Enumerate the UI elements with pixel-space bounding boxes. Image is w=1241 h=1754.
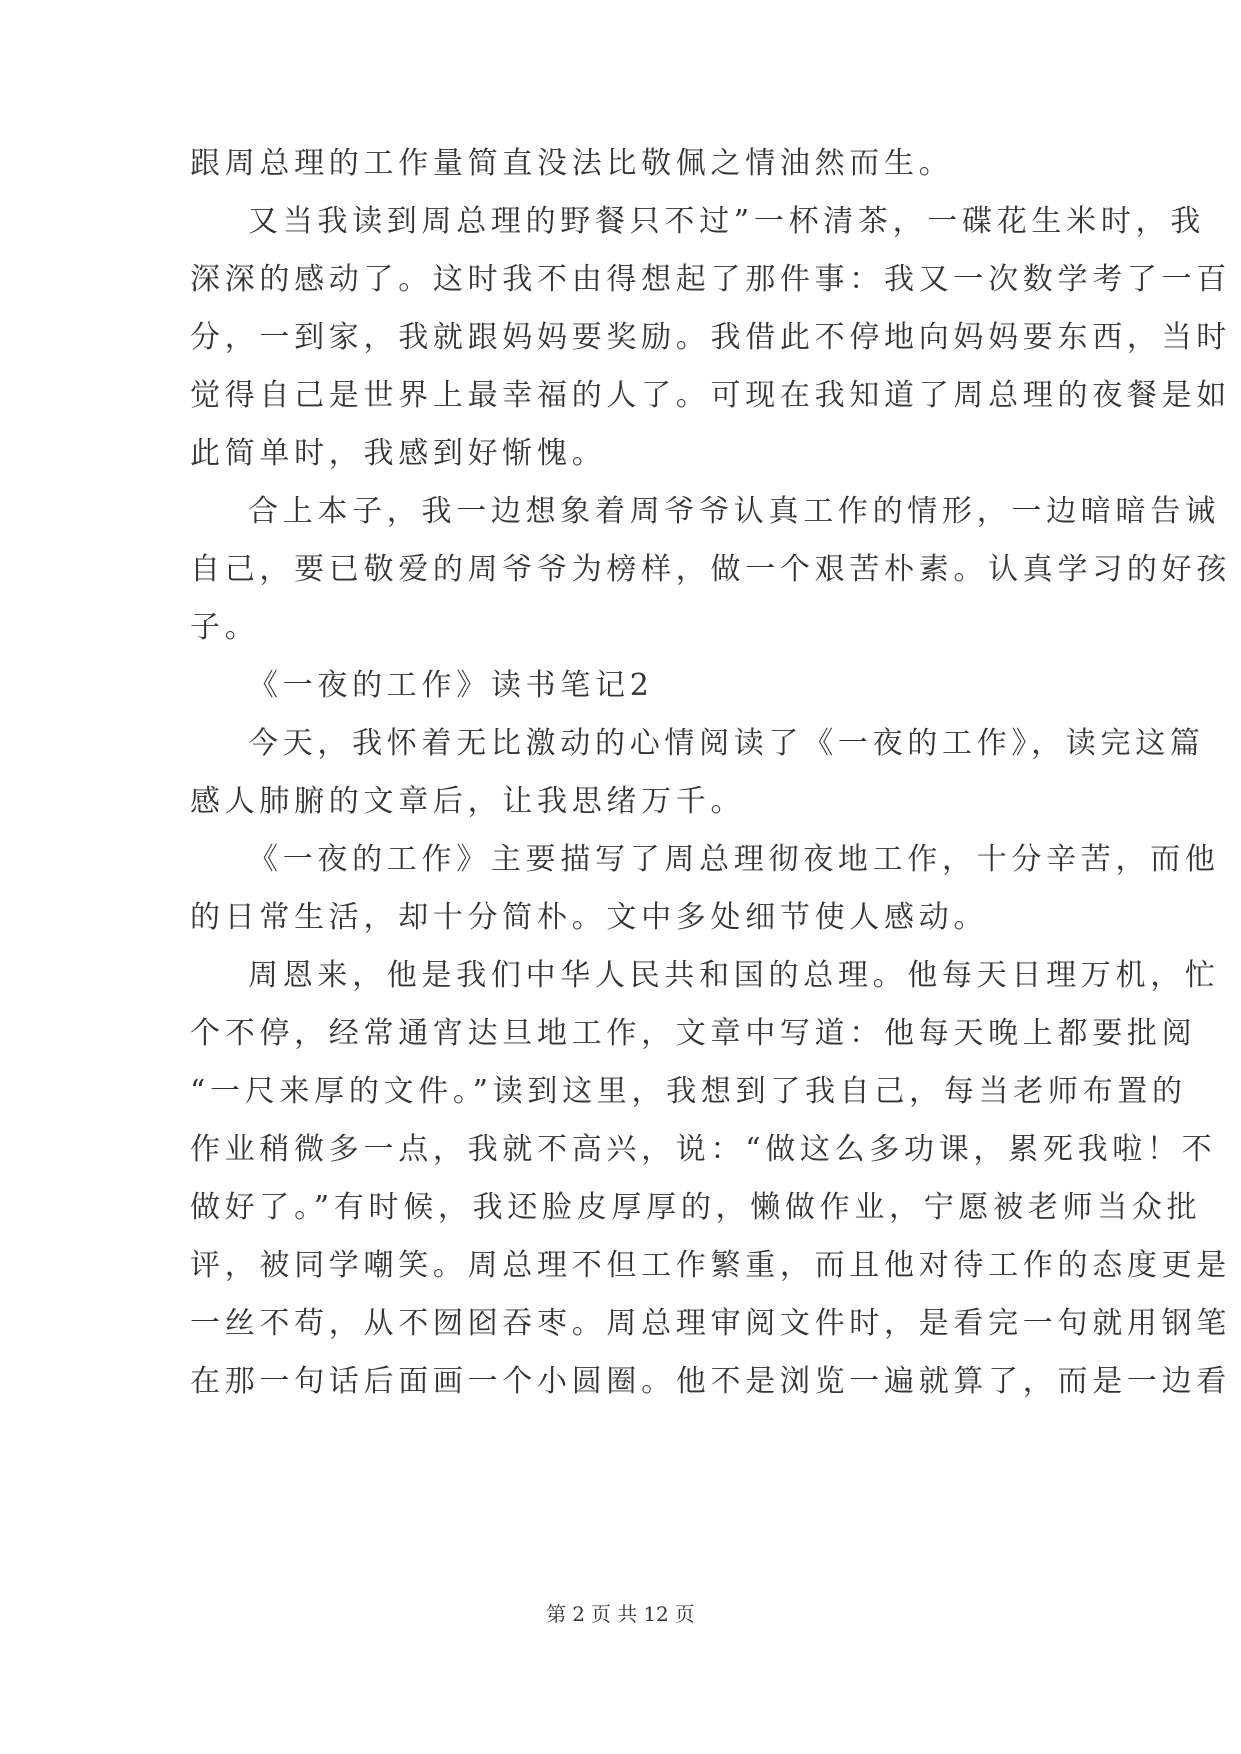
text-line: 一丝不苟，从不囫囵吞枣。周总理审阅文件时，是看完一句就用钢笔 xyxy=(190,1306,1231,1341)
text-line: 感人肺腑的文章后，让我思绪万千。 xyxy=(190,784,746,819)
text-line: 子。 xyxy=(190,610,260,645)
footer-suffix: 页 xyxy=(674,1602,695,1626)
text-line: 分，一到家，我就跟妈妈要奖励。我借此不停地向妈妈要东西，当时 xyxy=(190,320,1231,355)
footer-middle: 页 共 xyxy=(590,1602,638,1626)
footer-page-number: 2 xyxy=(572,1602,585,1626)
section-heading: 《一夜的工作》读书笔记2 xyxy=(248,668,654,703)
text-line: 作业稍微多一点，我就不高兴，说：“做这么多功课，累死我啦！不 xyxy=(190,1132,1217,1167)
text-line: 又当我读到周总理的野餐只不过”一杯清茶，一碟花生米时，我 xyxy=(248,204,1205,239)
text-line: 做好了。”有时候，我还脸皮厚厚的，懒做作业，宁愿被老师当众批 xyxy=(190,1190,1202,1225)
text-line: 在那一句话后面画一个小圆圈。他不是浏览一遍就算了，而是一边看 xyxy=(190,1364,1231,1399)
text-line: 合上本子，我一边想象着周爷爷认真工作的情形，一边暗暗告诫 xyxy=(248,494,1220,529)
text-line: 自己，要已敬爱的周爷爷为榜样，做一个艰苦朴素。认真学习的好孩 xyxy=(190,552,1231,587)
page-footer xyxy=(0,1600,1241,1628)
text-line: 个不停，经常通宵达旦地工作，文章中写道：他每天晚上都要批阅 xyxy=(190,1016,1197,1051)
text-line: 深深的感动了。这时我不由得想起了那件事：我又一次数学考了一百 xyxy=(190,262,1231,297)
text-line: 跟周总理的工作量简直没法比敬佩之情油然而生。 xyxy=(190,146,954,181)
text-line: 周恩来，他是我们中华人民共和国的总理。他每天日理万机，忙 xyxy=(248,958,1220,993)
text-line: 觉得自己是世界上最幸福的人了。可现在我知道了周总理的夜餐是如 xyxy=(190,378,1231,413)
footer-total-pages: 12 xyxy=(643,1602,669,1626)
text-line: 评，被同学嘲笑。周总理不但工作繁重，而且他对待工作的态度更是 xyxy=(190,1248,1231,1283)
text-line: 《一夜的工作》主要描写了周总理彻夜地工作，十分辛苦，而他 xyxy=(248,842,1220,877)
text-line: “一尺来厚的文件。”读到这里，我想到了我自己，每当老师布置的 xyxy=(190,1074,1187,1109)
text-line: 今天，我怀着无比激动的心情阅读了《一夜的工作》，读完这篇 xyxy=(248,726,1205,761)
text-line: 此简单时，我感到好惭愧。 xyxy=(190,436,607,471)
text-line: 的日常生活，却十分简朴。文中多处细节使人感动。 xyxy=(190,900,989,935)
footer-prefix: 第 xyxy=(546,1602,567,1626)
